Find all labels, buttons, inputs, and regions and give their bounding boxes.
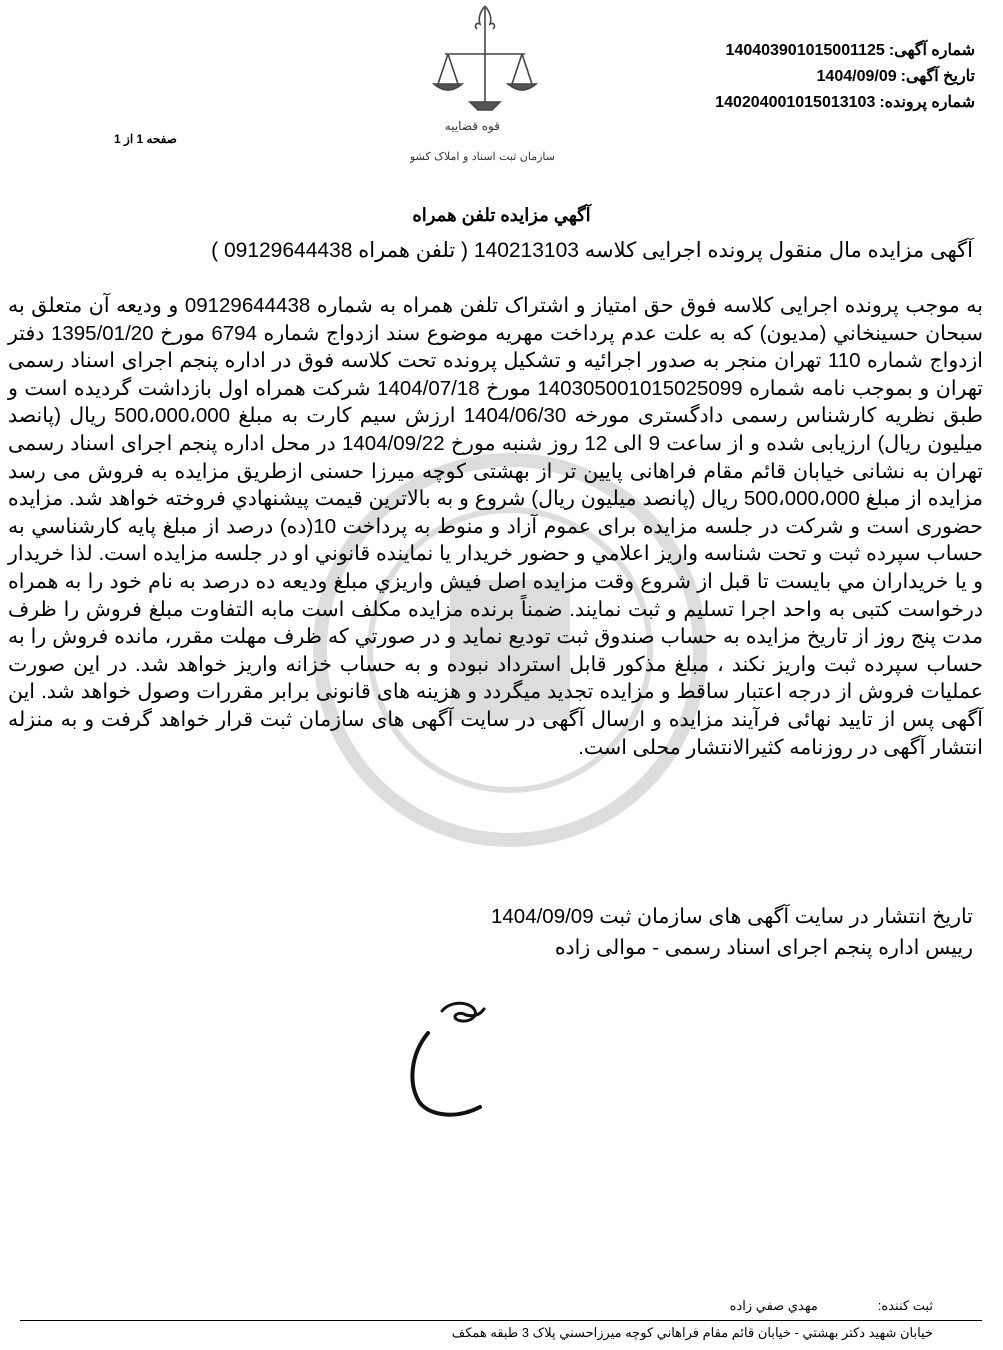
chief-signature-line: رییس اداره پنجم اجرای اسناد رسمی - موالی زاده [554,936,973,959]
notice-body: به موجب پرونده اجرایی کلاسه فوق حق امتیاز و اشتراک تلفن همراه به شماره 09129644438 و ودیعه آن متعلق به سبحان حسينخاني (مديون) که به علت عدم پرداخت مهریه موضوع سند ازدواج شماره 6794 مورخ 1395/01/20 دفتر ازدواج شماره 110 تهران منجر به صدور اجرائیه و تشکیل پرونده تحت کلاسه فوق در اداره پنجم اجرای اسناد رسمی تهران و بموجب نامه شماره 140305001015025099 مورخ 1404/07/18 شرکت همراه اول بازداشت گردیده است و طبق نظریه کارشناس رسمی دادگستری مورخه 1404/06/30 ارزش سیم کارت به مبلغ 500،000،000 ریال (پانصد میلیون ریال) ارزیابی شده و از ساعت 9 الی 12 روز شنبه مورخ 1404/09/22 در محل اداره پنجم اجرای اسناد رسمی تهران به نشانی خیابان قائم مقام فراهانی پایین تر از بهشتی کوچه میرزا حسنی ازطریق مزایده به فروش می رسد مزایده از مبلغ 500،000،000 ریال (پانصد میلیون ریال) شروع و به بالاترين قيمت پيشنهادي فروخته خواهد شد. مزایده حضوری است و شرکت در جلسه مزایده برای عموم آزاد و منوط به پرداخت 10(ده) درصد از مبلغ پايه كارشناسي به حساب سپرده ثبت و تحت شناسه واريز اعلامي و حضور خريدار يا نماينده قانوني او در جلسه مزايده است. لذا خريدار و يا خريداران مي بايست تا قبل از شروع وقت مزايده اصل فيش واريزي مبلغ وديعه ده درصد به نام خود را به همراه درخواست کتبی به واحد اجرا تسلیم و ثبت نمایند. ضمناً برنده مزایده مکلف است مابه التفاوت مبلغ فروش را ظرف مدت پنج روز از تاریخ مزایده به حساب صندوق ثبت توديع نمايد و در صورتي كه ظرف مهلت مقرر، مانده فروش را به حساب سپرده ثبت واريز نكند ، مبلغ مذكور قابل استرداد نبوده و به حساب خزانه واريز خواهد شد. در اين صورت عمليات فروش از درجه اعتبار ساقط و مزايده تجديد ميگردد و هزينه های قانونی برابر مقررات وصول خواهد شد. این آگهی پس از تایید نهائی فرآیند مزایده و ارسال آگهی در سایت آگهی های سازمان ثبت قرار خواهد گرفت و به منزله انتشار آگهی در روزنامه کثیرالانتشار محلی است. [8,294,984,759]
publish-date-line: تاریخ انتشار در سایت آگهی های سازمان ثبت 1404/09/09 [491,905,973,928]
ad-meta [575,38,975,116]
office-address: خيابان شهيد دكتر بهشتي - خيابان قائم مقام فراهاني كوچه ميرزاحسني پلاک 3 طبقه همكف [451,1325,933,1340]
ad-number-label: شماره آگهی: [888,42,975,59]
notice-subtitle: آگهی مزایده مال منقول پرونده اجرایی کلاسه 140213103 ( تلفن همراه 09129644438 ) [211,239,973,262]
registrar [730,1298,933,1314]
notice-title: آگهي مزايده تلفن همراه [412,205,591,225]
ad-date-label: تاریخ آگهی: [900,68,975,85]
footer-divider [20,1320,982,1321]
logo-text-judiciary: قوه قضاییه [444,119,500,133]
ad-date: 1404/09/09 [816,68,897,85]
page-number: صفحه 1 از 1 [114,132,177,146]
case-number: 140204001015013103 [715,94,876,111]
logo-text-registration-org: سازمان ثبت اسناد و املاک کشور [410,150,555,163]
case-number-label: شماره پرونده: [879,94,975,111]
ad-number-row [575,38,975,64]
ad-number: 14040390101500112​5 [725,42,885,59]
handwritten-signature [370,975,520,1145]
ad-date-row [575,64,975,90]
judiciary-logo [410,2,560,177]
case-number-row [575,90,975,116]
registrar-name: مهدي صفي زاده [729,1298,818,1313]
registrar-label: ثبت كننده: [877,1298,933,1313]
